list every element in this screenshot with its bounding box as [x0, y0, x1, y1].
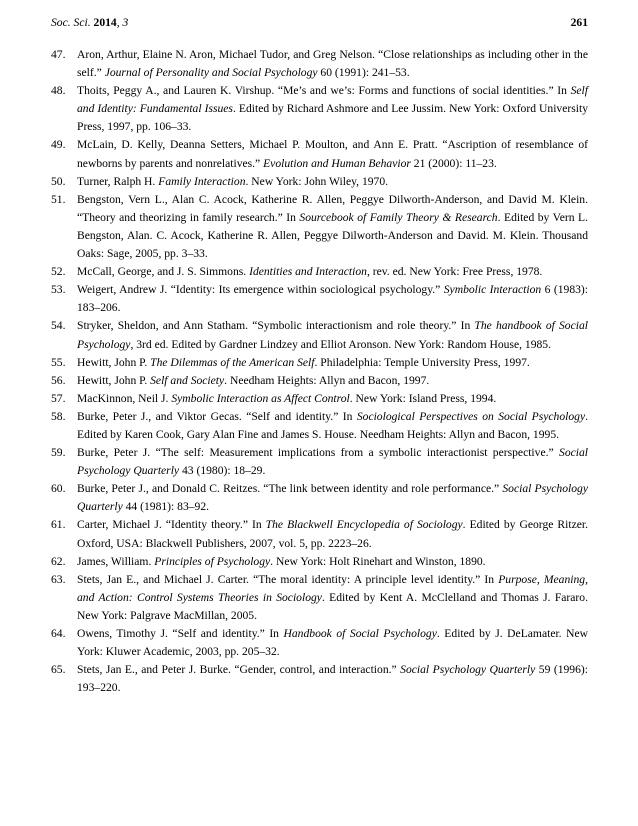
reference-title: Self and Identity: Fundamental Issues: [77, 84, 588, 116]
reference-number: 50.: [51, 174, 66, 188]
reference-segment: Hewitt, John P.: [77, 373, 151, 387]
running-header: [51, 16, 588, 30]
reference-title: Symbolic Interaction as Affect Control: [171, 391, 350, 405]
reference-item: [51, 46, 588, 82]
reference-text: [77, 516, 588, 552]
reference-item: [51, 480, 588, 516]
reference-text: [77, 390, 588, 408]
reference-segment: Stryker, Sheldon, and Ann Statham. “Symbolic interactionism and role theory.” In: [77, 319, 475, 333]
reference-segment: Owens, Timothy J. “Self and identity.” In: [77, 627, 284, 640]
reference-item: [51, 191, 588, 263]
reference-text: [77, 661, 588, 697]
reference-number: 52.: [51, 265, 66, 279]
reference-segment: . Edited by Vern L. Bengston, Alan. C. Acock, Katherine R. Allen, Peggye Dilworth-Anderson and David. M. Klein. Thousand Oaks: Sage, 2005, pp. 3–33.: [77, 210, 588, 261]
reference-segment: Aron, Arthur, Elaine N. Aron, Michael Tudor, and Greg Nelson. “Close relationships as including other in the self.”: [77, 48, 588, 80]
reference-number: 48.: [51, 84, 66, 98]
reference-segment: , 3rd ed. Edited by Gardner Lindzey and Elliot Aronson. New York: Random House, 1985.: [130, 337, 551, 351]
reference-title: Social Psychology Quarterly: [77, 446, 588, 478]
reference-item: [51, 408, 588, 444]
reference-number: 64.: [51, 627, 66, 640]
reference-text: [77, 46, 588, 82]
reference-segment: Burke, Peter J., and Viktor Gecas. “Self and identity.” In: [77, 409, 357, 423]
reference-number: 47.: [51, 48, 66, 61]
reference-text: [77, 191, 588, 263]
reference-item: [51, 444, 588, 480]
reference-segment: . New York: Island Press, 1994.: [349, 391, 497, 405]
reference-number: 57.: [51, 391, 66, 405]
reference-segment: . Edited by Richard Ashmore and Lee Jussim. New York: Oxford University Press, 1997, pp. 106–33.: [77, 102, 588, 134]
reference-number: 58.: [51, 409, 66, 423]
reference-text: [77, 480, 588, 516]
reference-number: 63.: [51, 572, 66, 586]
reference-text: [77, 354, 588, 372]
reference-title: Family Interaction: [158, 174, 246, 188]
reference-item: [51, 516, 588, 552]
reference-title: Evolution and Human Behavior: [263, 156, 411, 170]
reference-segment: 59 (1996): 193–220.: [77, 663, 588, 695]
reference-number: 59.: [51, 446, 66, 460]
reference-text: [77, 625, 588, 661]
reference-text: [77, 82, 588, 136]
page-number: 261: [570, 16, 588, 29]
reference-title: The Blackwell Encyclopedia of Sociology: [265, 518, 463, 532]
journal-volume: , 3: [116, 16, 129, 29]
reference-item: [51, 661, 588, 697]
reference-title: Social Psychology Quarterly: [400, 663, 536, 677]
reference-item: [51, 173, 588, 191]
reference-item: [51, 317, 588, 353]
reference-item: [51, 136, 588, 172]
reference-segment: 43 (1980): 18–29.: [179, 464, 266, 478]
reference-segment: Turner, Ralph H.: [77, 174, 159, 188]
reference-number: 53.: [51, 283, 66, 297]
reference-text: [77, 372, 588, 390]
reference-item: [51, 281, 588, 317]
reference-segment: Burke, Peter J. “The self: Measurement implications from a symbolic interactionist perspective.”: [77, 446, 560, 460]
reference-text: [77, 571, 588, 625]
reference-segment: Burke, Peter J., and Donald C. Reitzes. “The link between identity and role performance.”: [77, 482, 503, 496]
reference-segment: . Philadelphia: Temple University Press, 1997.: [314, 355, 530, 369]
reference-segment: 6 (1983): 183–206.: [77, 283, 588, 315]
reference-text: [77, 263, 588, 281]
reference-list: [51, 46, 588, 697]
reference-segment: . Edited by George Ritzer. Oxford, USA: Blackwell Publishers, 2007, vol. 5, pp. 2223–26.: [77, 518, 588, 550]
reference-title: Principles of Psychology: [154, 554, 271, 568]
reference-segment: 60 (1991): 241–53.: [317, 66, 410, 80]
reference-segment: 44 (1981): 83–92.: [122, 500, 210, 514]
reference-number: 56.: [51, 373, 66, 387]
reference-number: 60.: [51, 482, 66, 496]
reference-item: [51, 263, 588, 281]
reference-segment: Hewitt, John P.: [77, 355, 151, 369]
journal-year: 2014: [93, 16, 117, 29]
reference-title: Purpose, Meaning, and Action: Control Systems Theories in Sociology: [77, 572, 588, 604]
reference-number: 54.: [51, 319, 66, 333]
reference-number: 55.: [51, 355, 66, 369]
reference-item: [51, 390, 588, 408]
reference-item: [51, 625, 588, 661]
reference-number: 61.: [51, 518, 66, 532]
journal-citation: [51, 16, 128, 30]
reference-segment: . Edited by J. DeLamater. New York: Kluwer Academic, 2003, pp. 205–32.: [77, 627, 589, 659]
reference-number: 49.: [51, 138, 66, 152]
reference-segment: Stets, Jan E., and Michael J. Carter. “The moral identity: A principle level identity.” In: [77, 572, 499, 586]
reference-segment: . Needham Heights: Allyn and Bacon, 1997.: [224, 373, 430, 387]
reference-title: Sociological Perspectives on Social Psychology: [356, 409, 586, 423]
reference-title: Sourcebook of Family Theory & Research: [299, 210, 498, 224]
reference-title: Handbook of Social Psychology: [283, 627, 437, 640]
reference-segment: . Edited by Karen Cook, Gary Alan Fine and James S. House. Needham Heights: Allyn and Bacon, 1995.: [77, 409, 588, 441]
reference-segment: . New York: Holt Rinehart and Winston, 1890.: [270, 554, 486, 568]
reference-text: [77, 136, 588, 172]
reference-title: Symbolic Interaction: [443, 283, 542, 297]
reference-text: [77, 553, 588, 571]
reference-text: [77, 173, 588, 191]
reference-segment: . New York: John Wiley, 1970.: [245, 174, 389, 188]
reference-text: [77, 444, 588, 480]
reference-title: Social Psychology Quarterly: [77, 482, 588, 514]
journal-name: Soc. Sci.: [51, 16, 91, 29]
reference-segment: , rev. ed. New York: Free Press, 1978.: [366, 265, 543, 279]
reference-segment: Carter, Michael J. “Identity theory.” In: [77, 518, 266, 532]
reference-segment: Weigert, Andrew J. “Identity: Its emergence within sociological psychology.”: [77, 283, 444, 297]
reference-item: [51, 571, 588, 625]
reference-item: [51, 553, 588, 571]
reference-item: [51, 354, 588, 372]
reference-segment: James, William.: [77, 554, 155, 568]
reference-segment: MacKinnon, Neil J.: [77, 391, 172, 405]
reference-title: Self and Society: [150, 373, 225, 387]
reference-segment: Thoits, Peggy A., and Lauren K. Virshup. “Me’s and we’s: Forms and functions of social identities.” In: [77, 84, 571, 98]
reference-item: [51, 372, 588, 390]
reference-text: [77, 317, 588, 353]
reference-segment: McLain, D. Kelly, Deanna Setters, Michael P. Moulton, and Ann E. Pratt. “Ascription of resemblance of newborns by parents and nonrelatives.”: [77, 138, 588, 170]
reference-text: [77, 408, 588, 444]
reference-segment: . Edited by Kent A. McClelland and Thomas J. Fararo. New York: Palgrave MacMillan, 2005.: [77, 590, 588, 622]
reference-title: Journal of Personality and Social Psychology: [104, 66, 318, 80]
reference-title: Identities and Interaction: [249, 265, 367, 279]
reference-segment: McCall, George, and J. S. Simmons.: [77, 265, 250, 279]
reference-item: [51, 82, 588, 136]
reference-segment: 21 (2000): 11–23.: [410, 156, 497, 170]
reference-number: 51.: [51, 192, 66, 206]
reference-title: The handbook of Social Psychology: [77, 319, 588, 351]
reference-number: 62.: [51, 554, 66, 568]
reference-title: The Dilemmas of the American Self: [150, 355, 315, 369]
reference-segment: Bengston, Vern L., Alan C. Acock, Katherine R. Allen, Peggye Dilworth-Anderson, and David M. Klein. “Theory and theorizing in family research.” In: [77, 192, 588, 224]
reference-text: [77, 281, 588, 317]
reference-segment: Stets, Jan E., and Peter J. Burke. “Gender, control, and interaction.”: [77, 663, 401, 677]
reference-number: 65.: [51, 663, 66, 677]
